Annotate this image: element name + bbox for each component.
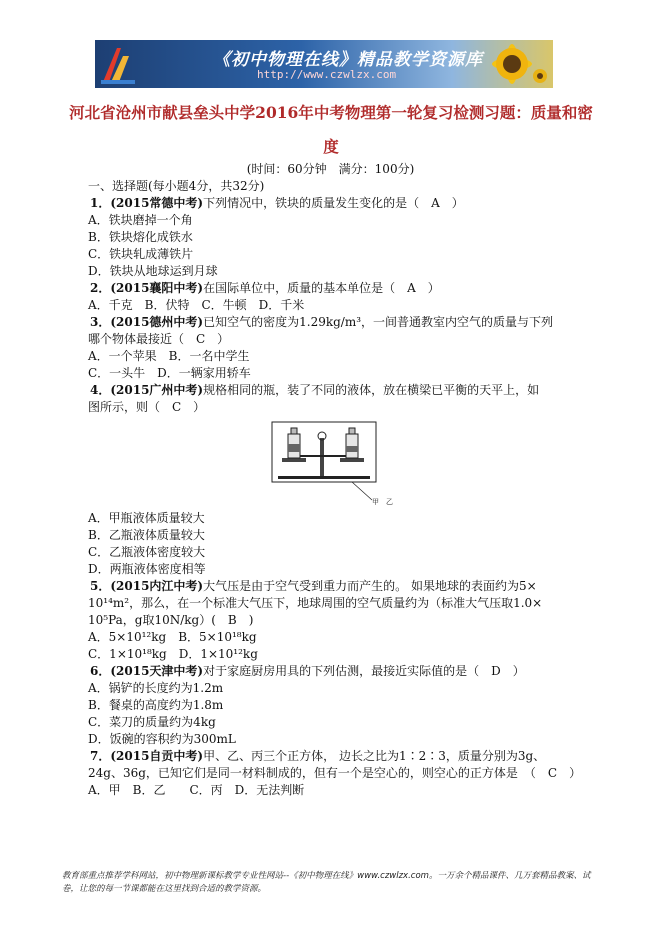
question-5 <box>90 578 537 595</box>
question-number: 1． <box>90 196 111 210</box>
question-stem: 下列情况中，铁块的质量发生变化的是（ A ） <box>203 196 464 210</box>
option: B．铁块熔化成铁水 <box>88 230 193 244</box>
question-stem: 规格相同的瓶，装了不同的液体，放在横梁已平衡的天平上，如 <box>203 383 540 397</box>
question-1 <box>90 195 464 212</box>
question-3 <box>90 314 553 331</box>
option: A．千克 B．伏特 C．牛顿 D．千米 <box>88 298 305 312</box>
question-continuation: 24g、36g，已知它们是同一材料制成的，但有一个是空心的，则空心的正方体是 （ C ） <box>88 766 582 780</box>
question-number: 7． <box>90 749 111 763</box>
question-source: (2015德州中考) <box>110 315 204 329</box>
bottle-left <box>288 428 300 458</box>
balance-figure <box>268 420 408 506</box>
question-stem: 已知空气的密度为1.29kg/m³，一间普通教室内空气的质量与下列 <box>203 315 554 329</box>
option: D．铁块从地球运到月球 <box>88 264 218 278</box>
question-continuation: 哪个物体最接近（ C ） <box>88 332 230 346</box>
banner-title: 《初中物理在线》精品教学资源库 <box>213 50 483 70</box>
question-6 <box>90 663 525 680</box>
option: A．锅铲的长度约为1.2m <box>88 681 224 695</box>
option: C．一头牛 D．一辆家用轿车 <box>88 366 251 380</box>
question-number: 2． <box>90 281 111 295</box>
question-source: (2015襄阳中考) <box>110 281 204 295</box>
question-2 <box>90 280 440 297</box>
question-source: (2015广州中考) <box>110 383 204 397</box>
section-heading: 一、选择题(每小题4分，共32分) <box>88 179 265 193</box>
option: C．铁块轧成薄铁片 <box>88 247 194 261</box>
sunflower-icon <box>480 42 550 86</box>
option: D．饭碗的容积约为300mL <box>88 732 236 746</box>
question-source: (2015内江中考) <box>110 579 204 593</box>
option: A．甲瓶液体质量较大 <box>88 511 205 525</box>
option: B．乙瓶液体质量较大 <box>88 528 205 542</box>
question-source: (2015天津中考) <box>110 664 204 678</box>
question-source: (2015自贡中考) <box>110 749 204 763</box>
option: A．甲 B．乙 C．丙 D．无法判断 <box>88 783 305 797</box>
document-title: 河北省沧州市献县垒头中学2016年中考物理第一轮复习检测习题：质量和密度 <box>69 103 593 156</box>
question-stem: 大气压是由于空气受到重力而产生的。 如果地球的表面约为5× <box>203 579 537 593</box>
question-continuation: 10¹⁴m²，那么，在一个标准大气压下，地球周围的空气质量约为（标准大气压取1.0× <box>88 596 543 610</box>
question-stem: 对于家庭厨房用具的下列估测，最接近实际值的是（ D ） <box>203 664 525 678</box>
option: C．乙瓶液体密度较大 <box>88 545 206 559</box>
question-continuation: 图所示，则（ C ） <box>88 400 206 414</box>
question-stem: 甲、乙、丙三个正方体， 边长之比为1∶2∶3，质量分别为3g、 <box>203 749 546 763</box>
page-footer: 教育部重点推荐学科网站，初中物理新课标教学专业性网站--《初中物理在线》www.czwlzx.com。一万余个精品课件、几万套精品教案、试卷，让您的每一节课都能在这里找到合适的教学资源。 <box>62 871 591 894</box>
question-continuation: 10⁵Pa，g取10N/kg）( B ) <box>88 613 254 627</box>
question-7 <box>90 748 545 765</box>
question-number: 4． <box>90 383 111 397</box>
question-source: (2015常德中考) <box>110 196 204 210</box>
option: D．两瓶液体密度相等 <box>88 562 206 576</box>
exam-meta: (时间：60分钟 满分：100分) <box>246 162 415 176</box>
option: A．铁块磨掉一个角 <box>88 213 193 227</box>
question-4 <box>90 382 539 399</box>
figure-label: 甲 乙 <box>372 498 393 506</box>
site-logo-icon <box>99 42 139 86</box>
option: A．5×10¹²kg B．5×10¹⁸kg <box>88 630 257 644</box>
banner-url: http://www.czwlzx.com <box>257 68 397 81</box>
option: C．菜刀的质量约为4kg <box>88 715 216 729</box>
header-banner <box>95 40 553 88</box>
question-number: 3． <box>90 315 111 329</box>
question-number: 6． <box>90 664 111 678</box>
option: C．1×10¹⁸kg D．1×10¹²kg <box>88 647 258 661</box>
question-number: 5． <box>90 579 111 593</box>
option: B．餐桌的高度约为1.8m <box>88 698 224 712</box>
question-stem: 在国际单位中，质量的基本单位是（ A ） <box>203 281 440 295</box>
option: A．一个苹果 B．一名中学生 <box>88 349 250 363</box>
bottle-right <box>346 428 358 458</box>
